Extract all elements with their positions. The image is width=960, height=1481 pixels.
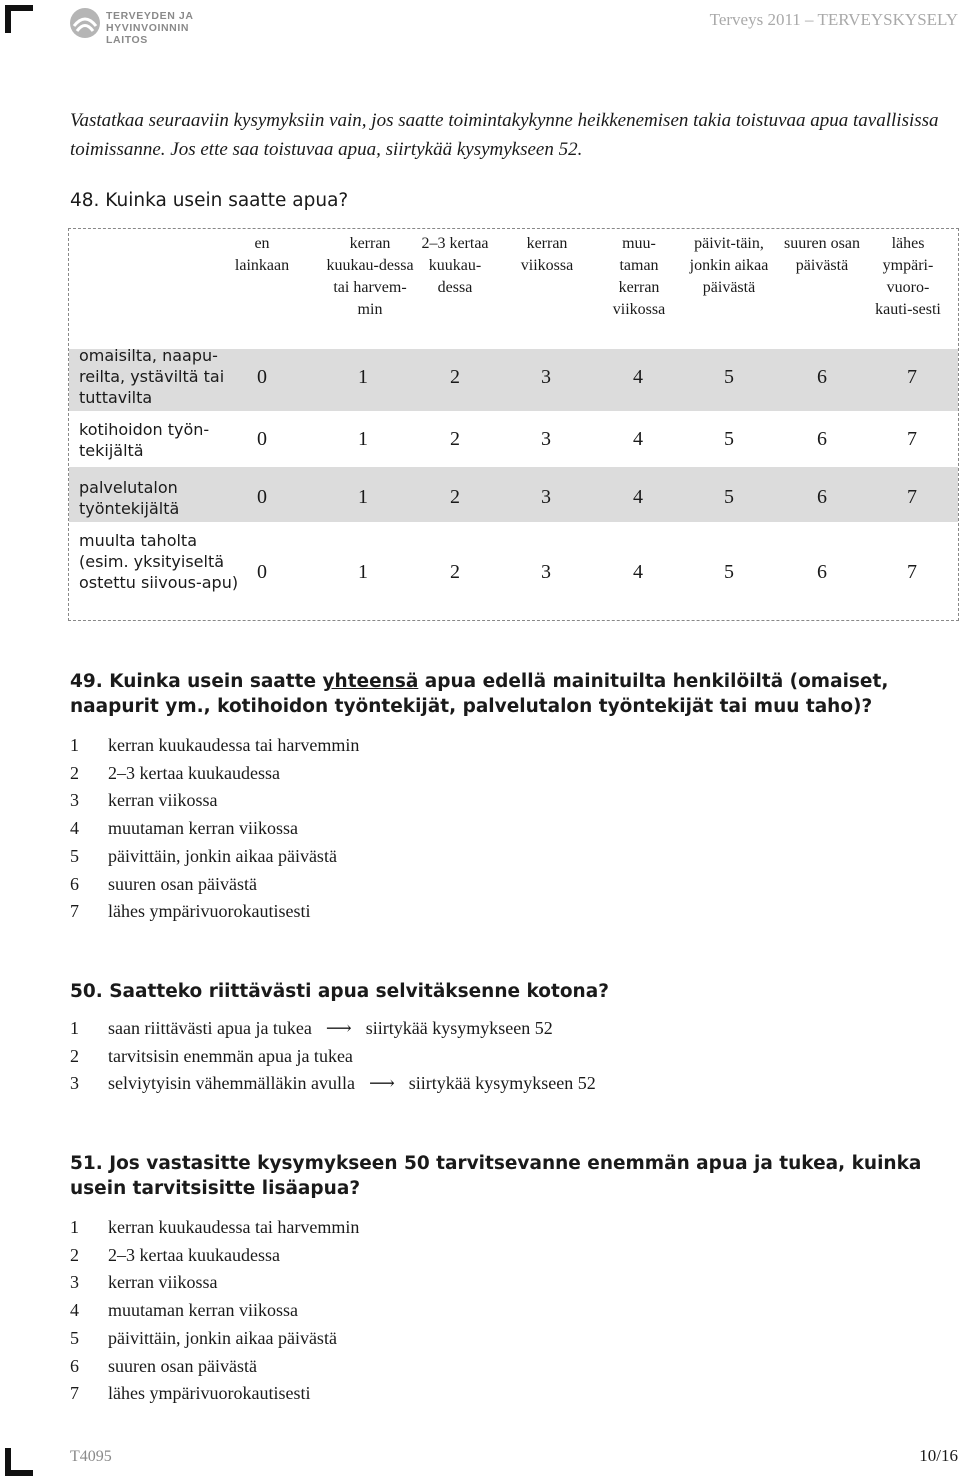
q48-r1-opt-5[interactable]: 5 (724, 366, 734, 388)
q48-col-0: en lainkaan (234, 235, 290, 274)
q49-option-num: 4 (70, 818, 79, 839)
q49-option-text: lähes ympärivuorokautisesti (108, 901, 311, 922)
q49-option-2[interactable] (70, 760, 359, 788)
q48-r3-opt-5[interactable]: 5 (724, 486, 734, 508)
q51-option-4[interactable] (70, 1297, 359, 1325)
q51-option-6[interactable] (70, 1353, 359, 1381)
q48-r1-opt-2[interactable]: 2 (450, 366, 460, 388)
q48-r1-opt-4[interactable]: 4 (633, 366, 643, 388)
q49-title-pre: 49. Kuinka usein saatte (70, 671, 323, 692)
q49-option-text: päivittäin, jonkin aikaa päivästä (108, 845, 337, 866)
q49-title-underlined: yhteensä (322, 671, 419, 692)
q51-option-text: päivittäin, jonkin aikaa päivästä (108, 1327, 337, 1348)
org-name-line1: TERVEYDEN JA (106, 10, 194, 22)
form-code: T4095 (70, 1448, 112, 1465)
q48-col-2: 2–3 kertaa kuukau-dessa (421, 235, 489, 296)
q49-option-text: kerran viikossa (108, 790, 218, 811)
q48-r3-opt-7[interactable]: 7 (907, 486, 917, 508)
right-arrow-icon: ⟶ (368, 1073, 395, 1094)
q51-option-num: 5 (70, 1327, 79, 1348)
q48-col-6: suuren osan päivästä (784, 235, 860, 274)
q48-r3-opt-1[interactable]: 1 (358, 486, 368, 508)
q48-r4-opt-0[interactable]: 0 (257, 561, 267, 583)
q51-option-2[interactable] (70, 1242, 359, 1270)
q50-option-text: saan riittävästi apua ja tukea (108, 1018, 312, 1038)
q48-r2-opt-2[interactable]: 2 (450, 428, 460, 450)
q50-skip-instruction: siirtykää kysymykseen 52 (408, 1073, 596, 1094)
q48-r1-opt-7[interactable]: 7 (907, 366, 917, 388)
q48-col-1: kerran kuukau-dessa tai harvem-min (326, 235, 414, 318)
crop-mark-bottom-left (5, 1448, 33, 1476)
q49-option-text: suuren osan päivästä (108, 873, 257, 894)
q48-r2-opt-3[interactable]: 3 (541, 428, 551, 450)
q51-option-5[interactable] (70, 1325, 359, 1353)
q48-r2-opt-5[interactable]: 5 (724, 428, 734, 450)
q48-r2-opt-4[interactable]: 4 (633, 428, 643, 450)
q50-option-num: 2 (70, 1045, 79, 1066)
q48-col-3: kerran viikossa (520, 235, 574, 274)
q48-r4-opt-2[interactable]: 2 (450, 561, 460, 583)
q49-option-6[interactable] (70, 871, 359, 899)
q51-options (70, 1214, 359, 1408)
q48-matrix (68, 228, 959, 621)
q48-r4-opt-7[interactable]: 7 (907, 561, 917, 583)
q48-row-label-1: omaisilta, naapu-reilta, ystäviltä tai tuttavilta (79, 346, 225, 407)
q49-option-num: 7 (70, 901, 79, 922)
q48-r2-opt-6[interactable]: 6 (817, 428, 827, 450)
q49-option-1[interactable] (70, 732, 359, 760)
q50-option-num: 1 (70, 1018, 79, 1038)
q49-option-text: 2–3 kertaa kuukaudessa (108, 762, 280, 783)
q51-option-num: 3 (70, 1272, 79, 1293)
q48-r3-opt-4[interactable]: 4 (633, 486, 643, 508)
q51-option-num: 4 (70, 1300, 79, 1321)
q50-option-3[interactable] (70, 1070, 596, 1098)
q49-option-3[interactable] (70, 787, 359, 815)
q48-r1-opt-0[interactable]: 0 (257, 366, 267, 388)
q50-option-text: tarvitsisin enemmän apua ja tukea (108, 1045, 353, 1066)
q49-option-num: 1 (70, 735, 79, 755)
q49-options (70, 732, 359, 926)
q51-option-text: lähes ympärivuorokautisesti (108, 1383, 311, 1404)
q48-r2-opt-1[interactable]: 1 (358, 428, 368, 450)
q51-option-3[interactable] (70, 1269, 359, 1297)
intro-instructions: Vastatkaa seuraaviin kysymyksiin vain, jos saatte toimintakykynne heikkenemisen takia toistuvaa apua tavallisissa toimissanne. Jos ette saa toistuvaa apua, siirtykää kysymykseen 52. (70, 110, 939, 160)
q51-option-num: 1 (70, 1217, 79, 1237)
q49-option-text: muutaman kerran viikossa (108, 818, 298, 839)
q49-title (70, 669, 950, 719)
q48-r2-opt-0[interactable]: 0 (257, 428, 267, 450)
q50-title: 50. Saatteko riittävästi apua selvitäksenne kotona? (70, 981, 609, 1002)
q51-title: 51. Jos vastasitte kysymykseen 50 tarvitsevanne enemmän apua ja tukea, kuinka usein tarvitsisitte lisäapua? (70, 1153, 922, 1199)
crop-mark-top-left (5, 5, 33, 33)
q49-option-num: 6 (70, 873, 79, 894)
q48-row-label-3: palvelutalon työntekijältä (79, 478, 180, 518)
q48-r1-opt-3[interactable]: 3 (541, 366, 551, 388)
q48-col-5: päivit-täin, jonkin aikaa päivästä (689, 235, 769, 296)
q51-option-text: suuren osan päivästä (108, 1355, 257, 1376)
q51-option-text: kerran viikossa (108, 1272, 218, 1293)
q48-col-7: lähes ympäri-vuoro-kauti-sesti (875, 235, 941, 318)
org-name-line2: HYVINVOINNIN LAITOS (106, 22, 190, 46)
q48-row-label-2: kotihoidon työn-tekijältä (79, 420, 210, 460)
q51-option-text: muutaman kerran viikossa (108, 1300, 298, 1321)
q48-r1-opt-6[interactable]: 6 (817, 366, 827, 388)
survey-title: Terveys 2011 – TERVEYSKYSELY (709, 10, 958, 29)
page-number: 10/16 (919, 1446, 958, 1465)
thl-logo (68, 6, 228, 46)
q49-option-7[interactable] (70, 898, 359, 926)
q51-option-num: 6 (70, 1355, 79, 1376)
q48-r3-opt-6[interactable]: 6 (817, 486, 827, 508)
q49-option-4[interactable] (70, 815, 359, 843)
right-arrow-icon: ⟶ (325, 1018, 352, 1038)
q51-option-num: 2 (70, 1244, 79, 1265)
q51-option-text: kerran kuukaudessa tai harvemmin (108, 1217, 360, 1237)
q49-option-num: 3 (70, 790, 79, 811)
q48-col-4: muu-taman kerran viikossa (612, 235, 666, 318)
q48-r4-opt-1[interactable]: 1 (358, 561, 368, 583)
q48-r3-opt-2[interactable]: 2 (450, 486, 460, 508)
q48-row-label-4: muulta taholta (esim. yksityiseltä ostettu siivous-apu) (79, 531, 239, 592)
q51-option-1[interactable] (70, 1214, 359, 1242)
q50-skip-instruction: siirtykää kysymykseen 52 (365, 1018, 553, 1038)
q49-option-5[interactable] (70, 843, 359, 871)
q48-r4-opt-5[interactable]: 5 (724, 561, 734, 583)
thl-logo-icon (68, 6, 102, 40)
q51-option-text: 2–3 kertaa kuukaudessa (108, 1244, 280, 1265)
q48-r2-opt-7[interactable]: 7 (907, 428, 917, 450)
q48-r3-opt-0[interactable]: 0 (257, 486, 267, 508)
q49-option-text: kerran kuukaudessa tai harvemmin (108, 735, 360, 755)
q48-r4-opt-3[interactable]: 3 (541, 561, 551, 583)
q48-r4-opt-4[interactable]: 4 (633, 561, 643, 583)
q50-option-text: selviytyisin vähemmälläkin avulla (108, 1073, 355, 1094)
q48-r1-opt-1[interactable]: 1 (358, 366, 368, 388)
q50-option-num: 3 (70, 1073, 79, 1094)
q50-options (70, 1015, 596, 1098)
q51-option-num: 7 (70, 1383, 79, 1404)
q49-option-num: 2 (70, 762, 79, 783)
q49-option-num: 5 (70, 845, 79, 866)
q50-option-1[interactable] (70, 1015, 596, 1043)
q48-title: 48. Kuinka usein saatte apua? (70, 190, 349, 211)
q48-r4-opt-6[interactable]: 6 (817, 561, 827, 583)
q49-title-post: apua edellä mainituilta henkilöiltä (omaiset, naapurit ym., kotihoidon työntekijät, palvelutalon työntekijät tai muu taho)? (70, 671, 889, 717)
q48-r3-opt-3[interactable]: 3 (541, 486, 551, 508)
q50-option-2[interactable] (70, 1043, 596, 1071)
q51-option-7[interactable] (70, 1380, 359, 1408)
